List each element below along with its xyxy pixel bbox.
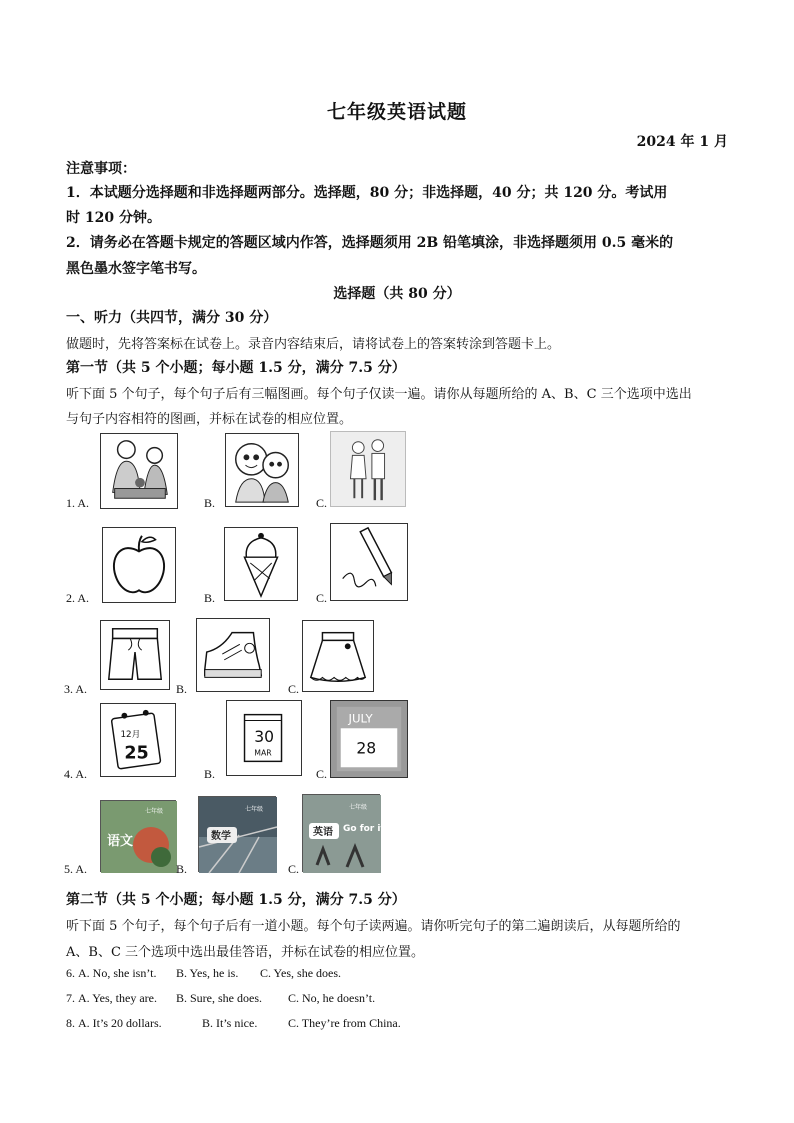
section2-instruction-a: 听下面 5 个句子，每个句子后有一道小题。每个句子读两遍。请你听完句子的第二遍朗读后，从每题所给的 <box>66 919 681 934</box>
two-kids-icon <box>225 433 299 507</box>
q4-label-c: C. <box>316 767 328 781</box>
svg-text:数学: 数学 <box>211 831 231 842</box>
section1-instruction-a: 听下面 5 个句子，每个句子后有三幅图画。每个句子仅读一遍。请你从每题所给的 A、B、C 三个选项中选出 <box>66 387 692 402</box>
notes-line-2a: 2．请务必在答题卡规定的答题区域内作答，选择题须用 2B 铅笔填涂，非选择题须用 0.5 毫米的 <box>66 235 674 251</box>
svg-text:28: 28 <box>356 739 377 758</box>
svg-text:25: 25 <box>124 743 149 764</box>
couple-icon <box>330 431 406 507</box>
listening-instruction: 做题时，先将答案标在试卷上。录音内容结束后，请将试卷上的答案转涂到答题卡上。 <box>66 337 561 352</box>
section2-instruction-b: A、B、C 三个选项中选出最佳答语，并标在试卷的相应位置。 <box>66 945 425 960</box>
q7-option-b: B. Sure, she does. <box>176 991 262 1005</box>
q5-label-a: 5. A. <box>64 862 88 876</box>
q1-label-c: C. <box>316 496 328 510</box>
q3-label-a: 3. A. <box>64 682 88 696</box>
calendar-icon <box>330 700 408 778</box>
svg-text:语文: 语文 <box>107 834 134 849</box>
svg-text:英语: 英语 <box>313 827 333 838</box>
shorts-icon <box>100 620 170 690</box>
svg-text:30: 30 <box>254 727 275 746</box>
notes-heading: 注意事项： <box>66 161 136 177</box>
book-icon <box>302 794 389 872</box>
q2-label-a: 2. A. <box>66 591 90 605</box>
notes-line-2b: 黑色墨水签字笔书写。 <box>66 261 206 277</box>
q8-option-a: A. It’s 20 dollars. <box>78 1016 162 1030</box>
calendar-icon <box>100 703 176 777</box>
q7-option-a: A. Yes, they are. <box>78 991 157 1005</box>
q7-option-c: C. No, he doesn’t. <box>288 991 376 1005</box>
book-icon <box>198 796 276 872</box>
section2-heading: 第二节（共 5 个小题；每小题 1.5 分，满分 7.5 分） <box>66 892 406 908</box>
ice-cream-icon <box>224 527 298 601</box>
svg-text:12月: 12月 <box>120 730 141 741</box>
q3-label-b: B. <box>176 682 188 696</box>
q7-number: 7. <box>66 991 75 1005</box>
svg-text:JULY: JULY <box>348 711 373 726</box>
q2-label-c: C. <box>316 591 328 605</box>
q6-number: 6. <box>66 966 75 980</box>
q6-option-a: A. No, she isn’t. <box>78 966 157 980</box>
section1-instruction-b: 与句子内容相符的图画，并标在试卷的相应位置。 <box>66 412 353 427</box>
listening-section-heading: 一、听力（共四节，满分 30 分） <box>66 310 278 326</box>
page-title: 七年级英语试题 <box>326 101 467 123</box>
book-icon <box>100 800 176 872</box>
section1-heading: 第一节（共 5 个小题；每小题 1.5 分，满分 7.5 分） <box>66 360 406 376</box>
q8-option-b: B. It’s nice. <box>202 1016 258 1030</box>
notes-line-1a: 1．本试题分选择题和非选择题两部分。选择题，80 分；非选择题，40 分；共 120 分。考试用 <box>66 185 668 201</box>
apple-icon <box>102 527 176 603</box>
svg-text:七年级: 七年级 <box>349 804 368 811</box>
exam-date: 2024 年 1 月 <box>636 134 728 150</box>
part1-heading: 选择题（共 80 分） <box>333 286 461 302</box>
q5-label-b: B. <box>176 862 188 876</box>
q4-label-b: B. <box>204 767 216 781</box>
q8-number: 8. <box>66 1016 75 1030</box>
q1-label-a: 1. A. <box>66 496 90 510</box>
sneaker-icon <box>196 618 270 692</box>
q1-label-b: B. <box>204 496 216 510</box>
svg-text:七年级: 七年级 <box>245 806 264 813</box>
q6-option-c: C. Yes, she does. <box>260 966 342 980</box>
calendar-icon <box>226 700 302 776</box>
svg-text:七年级: 七年级 <box>145 808 164 815</box>
pencil-icon <box>330 523 408 601</box>
q6-option-b: B. Yes, he is. <box>176 966 239 980</box>
q3-label-c: C. <box>288 682 300 696</box>
family-icon <box>100 433 178 509</box>
svg-text:Go for it!: Go for it! <box>343 824 389 834</box>
notes-line-1b: 时 120 分钟。 <box>66 210 161 226</box>
svg-text:MAR: MAR <box>254 748 272 758</box>
skirt-icon <box>302 620 374 692</box>
q8-option-c: C. They’re from China. <box>288 1016 401 1030</box>
q5-label-c: C. <box>288 862 300 876</box>
q4-label-a: 4. A. <box>64 767 88 781</box>
q2-label-b: B. <box>204 591 216 605</box>
